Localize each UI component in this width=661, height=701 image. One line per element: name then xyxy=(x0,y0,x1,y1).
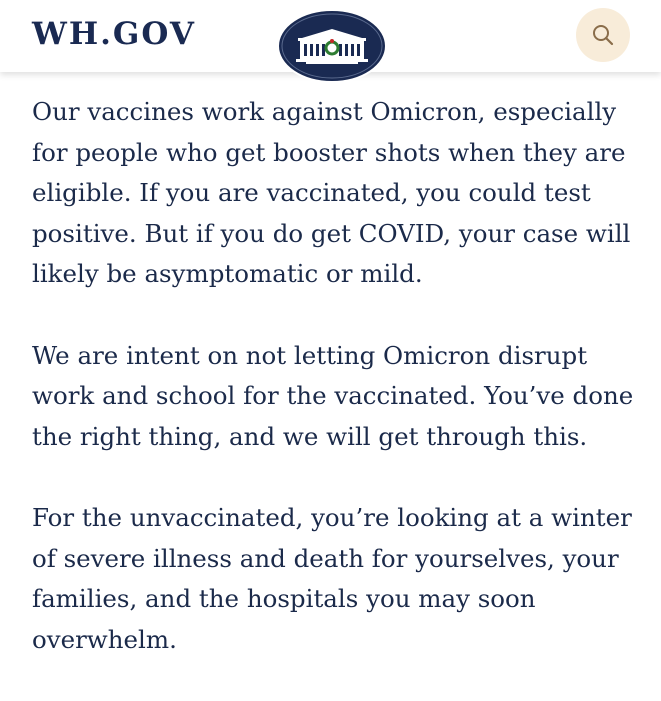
white-house-seal-icon[interactable] xyxy=(276,8,388,84)
search-icon xyxy=(591,23,615,47)
site-header xyxy=(0,0,661,72)
site-name-link[interactable]: WH.GOV xyxy=(32,16,196,52)
search-button[interactable] xyxy=(576,8,630,62)
paragraph-unvaccinated: For the unvaccinated, you’re looking at a winter of severe illness and death for yourselves, your families, and the hospitals you may soon overwhelm. xyxy=(32,503,632,654)
paragraph-vaccines: Our vaccines work against Omicron, especially for people who get booster shots when they are eligible. If you are vaccinated, you could test positive. But if you do get COVID, your case will likely be asymptomatic or mild. xyxy=(32,97,631,288)
article-body xyxy=(32,92,642,701)
paragraph-omicron-work-school: We are intent on not letting Omicron disrupt work and school for the vaccinated. You’ve done the right thing, and we will get through this. xyxy=(32,340,634,451)
